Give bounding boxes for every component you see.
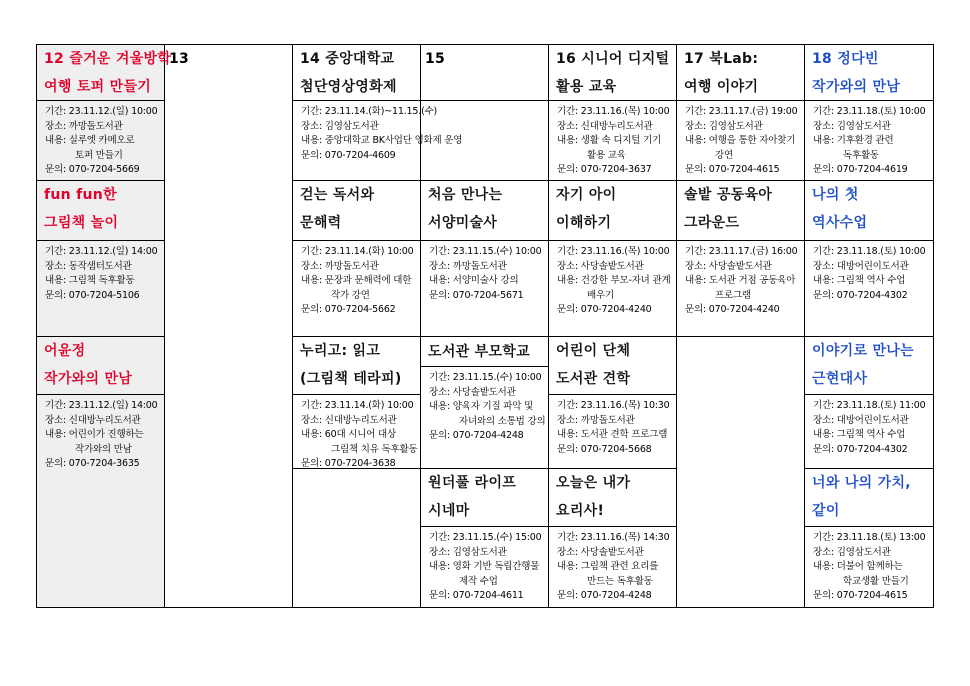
event-period: 기간: 23.11.15.(수) 10:00 bbox=[429, 246, 542, 257]
event-contact: 문의: 070-7204-4615 bbox=[685, 164, 780, 176]
event-details bbox=[677, 241, 804, 318]
event-e16c-title-cell bbox=[549, 337, 677, 395]
event-details bbox=[549, 395, 676, 457]
event-details bbox=[37, 101, 164, 178]
event-e15d-info-cell bbox=[421, 527, 549, 607]
event-e15c-title-cell bbox=[421, 337, 549, 367]
event-period: 기간: 23.11.16.(목) 10:30 bbox=[557, 400, 670, 411]
event-title-line-1: 걷는 독서와 bbox=[300, 187, 375, 203]
empty-cell bbox=[677, 337, 805, 607]
event-title bbox=[293, 337, 420, 393]
event-content: 내용: 기후환경 관련 bbox=[813, 135, 894, 147]
event-content-continued: 자녀와의 소통법 강의 bbox=[459, 415, 546, 427]
event-title-line-2: 같이 bbox=[812, 503, 840, 519]
event-period: 기간: 23.11.18.(토) 13:00 bbox=[813, 532, 926, 543]
program-calendar bbox=[36, 44, 934, 608]
event-content-continued: 학교생활 만들기 bbox=[843, 575, 909, 587]
event-contact: 문의: 070-7204-5671 bbox=[429, 289, 524, 301]
event-contact: 문의: 070-7204-3635 bbox=[45, 458, 140, 470]
event-contact: 문의: 070-7204-4302 bbox=[813, 443, 908, 455]
event-e16c-info-cell bbox=[549, 395, 677, 469]
event-e18a-info-cell bbox=[805, 101, 933, 181]
event-title-line-2: 문해력 bbox=[300, 215, 342, 231]
event-content: 내용: 양육자 기질 파악 및 bbox=[429, 401, 534, 413]
event-title-line-1: 자기 아이 bbox=[556, 187, 617, 203]
event-title bbox=[549, 45, 676, 101]
event-content: 내용: 여행을 통한 자아찾기 bbox=[685, 135, 796, 147]
event-details bbox=[805, 101, 933, 178]
event-place: 장소: 사당솔밭도서관 bbox=[557, 546, 644, 558]
event-e15c-info-cell bbox=[421, 367, 549, 469]
event-place: 장소: 사당솔밭도서관 bbox=[685, 260, 772, 272]
event-content-continued: 만드는 독후활동 bbox=[587, 575, 653, 587]
event-place: 장소: 대방어린이도서관 bbox=[813, 260, 909, 272]
event-title-line-2: 작가와의 만남 bbox=[812, 79, 901, 95]
event-content-continued: 프로그램 bbox=[715, 289, 751, 301]
event-content: 내용: 실루엣 카메오로 bbox=[45, 135, 135, 147]
event-title-line-1: 17 북Lab: bbox=[684, 51, 759, 67]
event-content: 내용: 도서관 거점 공동육아 bbox=[685, 275, 796, 287]
event-e16d-info-cell bbox=[549, 527, 677, 607]
event-title bbox=[37, 45, 172, 101]
event-title bbox=[421, 181, 548, 237]
event-title-line-1: 너와 나의 가치, bbox=[812, 475, 911, 491]
event-content-continued: 그림책 치유 독후활동 bbox=[331, 443, 418, 455]
event-details bbox=[805, 395, 933, 457]
event-place: 장소: 사당솔밭도서관 bbox=[557, 260, 644, 272]
event-e17b-info-cell bbox=[677, 241, 805, 337]
event-place: 장소: 까망돌도서관 bbox=[429, 260, 507, 272]
event-title-line-2: 여행 이야기 bbox=[684, 79, 759, 95]
event-period: 기간: 23.11.17.(금) 19:00 bbox=[685, 106, 798, 117]
event-title bbox=[549, 337, 676, 393]
event-details bbox=[549, 527, 676, 604]
event-e16b-title-cell bbox=[549, 181, 677, 241]
event-title bbox=[549, 469, 676, 525]
event-details bbox=[421, 527, 548, 604]
event-contact: 문의: 070-7204-4248 bbox=[429, 430, 524, 442]
event-place: 장소: 신대방누리도서관 bbox=[557, 120, 653, 132]
event-title-line-1: 나의 첫 bbox=[812, 187, 859, 203]
event-title bbox=[421, 469, 548, 525]
event-place: 장소: 김영삼도서관 bbox=[685, 120, 763, 132]
event-title-line-2: 작가와의 만남 bbox=[44, 371, 133, 387]
event-title-line-1: 14 중앙대학교 bbox=[300, 51, 395, 67]
event-title-line-1: fun fun한 bbox=[44, 187, 117, 203]
event-title-line-1: 12 즐거운 겨울방학 bbox=[44, 51, 172, 67]
event-contact: 문의: 070-7204-4611 bbox=[429, 590, 524, 602]
event-e12c-title-cell bbox=[37, 337, 165, 395]
event-details bbox=[421, 367, 548, 444]
event-title-line-2: 도서관 견학 bbox=[556, 371, 631, 387]
event-e18c-title-cell bbox=[805, 337, 933, 395]
day-15-header bbox=[421, 45, 549, 101]
event-content: 내용: 중앙대학교 BK사업단 영화제 운영 bbox=[301, 135, 463, 147]
event-title-line-2: 이해하기 bbox=[556, 215, 612, 231]
event-content: 내용: 그림책 독후활동 bbox=[45, 275, 135, 287]
event-e16d-title-cell bbox=[549, 469, 677, 527]
event-title bbox=[37, 337, 164, 393]
event-place: 장소: 동작샘터도서관 bbox=[45, 260, 132, 272]
event-period: 기간: 23.11.12.(일) 14:00 bbox=[45, 246, 158, 257]
event-content-continued: 제작 수업 bbox=[459, 575, 498, 587]
event-title bbox=[421, 337, 548, 367]
event-contact: 문의: 070-7204-5669 bbox=[45, 164, 140, 176]
event-period: 기간: 23.11.17.(금) 16:00 bbox=[685, 246, 798, 257]
event-period: 기간: 23.11.12.(일) 10:00 bbox=[45, 106, 158, 117]
event-e18d-title-cell bbox=[805, 469, 933, 527]
event-place: 장소: 신대방누리도서관 bbox=[45, 414, 141, 426]
event-e18a-title-cell bbox=[805, 45, 933, 101]
event-contact: 문의: 070-7204-5668 bbox=[557, 443, 652, 455]
event-details bbox=[549, 241, 676, 318]
event-period: 기간: 23.11.18.(토) 10:00 bbox=[813, 246, 926, 257]
event-content: 내용: 더불어 함께하는 bbox=[813, 561, 903, 573]
event-contact: 문의: 070-7204-4248 bbox=[557, 590, 652, 602]
event-title-line-1: 처음 만나는 bbox=[428, 187, 503, 203]
event-contact: 문의: 070-7204-4609 bbox=[301, 149, 396, 161]
event-title-line-2: 서양미술사 bbox=[428, 215, 498, 231]
event-e14c-info-cell bbox=[293, 395, 421, 469]
event-title bbox=[293, 181, 420, 237]
event-title bbox=[805, 45, 933, 101]
event-title-line-1: 오늘은 내가 bbox=[556, 475, 631, 491]
event-period: 기간: 23.11.15.(수) 10:00 bbox=[429, 372, 542, 383]
event-e16a-title-cell bbox=[549, 45, 677, 101]
event-e18b-info-cell bbox=[805, 241, 933, 337]
event-content-continued: 토퍼 만들기 bbox=[75, 149, 123, 161]
event-title-line-1: 16 시니어 디지털 bbox=[556, 51, 670, 67]
event-period: 기간: 23.11.14.(화) 10:00 bbox=[301, 400, 414, 411]
event-title-line-1: 누리고: 읽고 bbox=[300, 343, 381, 359]
event-period: 기간: 23.11.12.(일) 14:00 bbox=[45, 400, 158, 411]
event-title-line-2: 그림책 놀이 bbox=[44, 215, 119, 231]
event-title-line-2: 시네마 bbox=[428, 503, 470, 519]
event-details bbox=[549, 101, 676, 178]
event-period: 기간: 23.11.18.(토) 10:00 bbox=[813, 106, 926, 117]
event-content-continued: 작가와의 만남 bbox=[75, 443, 132, 455]
day-15-number: 15 bbox=[425, 51, 446, 67]
event-contact: 문의: 070-7204-4240 bbox=[557, 304, 652, 316]
event-details bbox=[37, 395, 164, 472]
event-content-continued: 독후활동 bbox=[843, 149, 879, 161]
event-place: 장소: 김영삼도서관 bbox=[429, 546, 507, 558]
event-title-line-1: 어린이 단체 bbox=[556, 343, 631, 359]
event-title bbox=[805, 337, 933, 393]
event-title bbox=[677, 181, 804, 237]
event-place: 장소: 대방어린이도서관 bbox=[813, 414, 909, 426]
event-title-line-2: (그림책 테라피) bbox=[300, 371, 402, 387]
event-title-line-1: 원더풀 라이프 bbox=[428, 475, 517, 491]
event-e14b-title-cell bbox=[293, 181, 421, 241]
event-contact: 문의: 070-7204-4240 bbox=[685, 304, 780, 316]
event-content: 내용: 그림책 관련 요리를 bbox=[557, 561, 659, 573]
event-place: 장소: 김영삼도서관 bbox=[301, 120, 379, 132]
event-details bbox=[293, 241, 420, 318]
event-details bbox=[293, 101, 463, 163]
event-title bbox=[805, 181, 933, 237]
event-e14b-info-cell bbox=[293, 241, 421, 337]
event-e18d-info-cell bbox=[805, 527, 933, 607]
event-content: 내용: 60대 시니어 대상 bbox=[301, 429, 396, 441]
event-contact: 문의: 070-7204-5662 bbox=[301, 304, 396, 316]
event-period: 기간: 23.11.16.(목) 10:00 bbox=[557, 106, 670, 117]
event-title-line-2: 여행 토퍼 만들기 bbox=[44, 79, 152, 95]
day-13-cell bbox=[165, 45, 293, 607]
event-e14a-title-cell bbox=[293, 45, 421, 101]
event-details bbox=[421, 241, 548, 303]
event-title-line-1: 18 정다빈 bbox=[812, 51, 879, 67]
event-title-line-2: 활용 교육 bbox=[556, 79, 617, 95]
event-title-line-1: 이야기로 만나는 bbox=[812, 343, 914, 359]
event-title-line-2: 근현대사 bbox=[812, 371, 868, 387]
event-place: 장소: 신대방누리도서관 bbox=[301, 414, 397, 426]
event-title-line-1: 어윤정 bbox=[44, 343, 86, 359]
event-contact: 문의: 070-7204-3637 bbox=[557, 164, 652, 176]
event-e17a-title-cell bbox=[677, 45, 805, 101]
event-title bbox=[37, 181, 164, 237]
event-details bbox=[805, 527, 933, 604]
event-content: 내용: 그림책 역사 수업 bbox=[813, 429, 906, 441]
empty-cell bbox=[293, 469, 421, 607]
event-content: 내용: 서양미술사 강의 bbox=[429, 275, 519, 287]
event-period: 기간: 23.11.15.(수) 15:00 bbox=[429, 532, 542, 543]
event-details bbox=[37, 241, 164, 303]
event-contact: 문의: 070-7204-4619 bbox=[813, 164, 908, 176]
event-content: 내용: 문장과 문해력에 대한 bbox=[301, 275, 412, 287]
event-e15b-title-cell bbox=[421, 181, 549, 241]
event-title-line-1: 도서관 부모학교 bbox=[428, 344, 530, 360]
event-details bbox=[805, 241, 933, 303]
event-e18c-info-cell bbox=[805, 395, 933, 469]
event-contact: 문의: 070-7204-5106 bbox=[45, 289, 140, 301]
event-content: 내용: 그림책 역사 수업 bbox=[813, 275, 906, 287]
event-content: 내용: 건강한 부모-자녀 관계 bbox=[557, 275, 671, 287]
event-contact: 문의: 070-7204-3638 bbox=[301, 458, 396, 470]
event-content-continued: 배우기 bbox=[587, 289, 614, 301]
event-content-continued: 활용 교육 bbox=[587, 149, 626, 161]
event-title bbox=[805, 469, 933, 525]
event-place: 장소: 사당솔밭도서관 bbox=[429, 386, 516, 398]
event-title-line-2: 첨단영상영화제 bbox=[300, 79, 397, 95]
event-e17a-info-cell bbox=[677, 101, 805, 181]
event-place: 장소: 김영삼도서관 bbox=[813, 120, 891, 132]
event-content: 내용: 영화 기반 독립간행물 bbox=[429, 561, 540, 573]
event-contact: 문의: 070-7204-4302 bbox=[813, 289, 908, 301]
event-e14c-title-cell bbox=[293, 337, 421, 395]
event-content: 내용: 어린이가 진행하는 bbox=[45, 429, 144, 441]
event-place: 장소: 까망돌도서관 bbox=[45, 120, 123, 132]
event-e15b-info-cell bbox=[421, 241, 549, 337]
event-content: 내용: 도서관 견학 프로그램 bbox=[557, 429, 668, 441]
event-place: 장소: 까망돌도서관 bbox=[301, 260, 379, 272]
event-e16a-info-cell bbox=[549, 101, 677, 181]
event-e12c-info-cell bbox=[37, 395, 165, 607]
event-period: 기간: 23.11.14.(화) 10:00 bbox=[301, 246, 414, 257]
event-period: 기간: 23.11.14.(화)~11.15.(수) bbox=[301, 106, 438, 117]
event-contact: 문의: 070-7204-4615 bbox=[813, 590, 908, 602]
event-content-continued: 강연 bbox=[715, 149, 733, 161]
event-title-line-2: 역사수업 bbox=[812, 215, 868, 231]
event-title bbox=[549, 181, 676, 237]
event-e18b-title-cell bbox=[805, 181, 933, 241]
event-place: 장소: 까망돌도서관 bbox=[557, 414, 635, 426]
event-e12b-info-cell bbox=[37, 241, 165, 337]
event-e15d-title-cell bbox=[421, 469, 549, 527]
event-title bbox=[677, 45, 804, 101]
event-e17b-title-cell bbox=[677, 181, 805, 241]
event-e16b-info-cell bbox=[549, 241, 677, 337]
event-content: 내용: 생활 속 디지털 기기 bbox=[557, 135, 662, 147]
event-e12b-title-cell bbox=[37, 181, 165, 241]
event-title-line-1: 솔밭 공동육아 bbox=[684, 187, 773, 203]
event-place: 장소: 김영삼도서관 bbox=[813, 546, 891, 558]
event-period: 기간: 23.11.16.(목) 14:30 bbox=[557, 532, 670, 543]
event-period: 기간: 23.11.16.(목) 10:00 bbox=[557, 246, 670, 257]
event-content-continued: 작가 강연 bbox=[331, 289, 370, 301]
event-e12a-info-cell bbox=[37, 101, 165, 181]
event-details bbox=[293, 395, 420, 472]
event-title-line-2: 그라운드 bbox=[684, 215, 740, 231]
event-title-line-2: 요리사! bbox=[556, 503, 605, 519]
event-e14a-info-cell bbox=[293, 101, 463, 181]
event-e12a-title-cell bbox=[37, 45, 172, 101]
event-title bbox=[293, 45, 420, 101]
event-period: 기간: 23.11.18.(토) 11:00 bbox=[813, 400, 926, 411]
day-13-number: 13 bbox=[169, 51, 190, 67]
event-details bbox=[677, 101, 804, 178]
